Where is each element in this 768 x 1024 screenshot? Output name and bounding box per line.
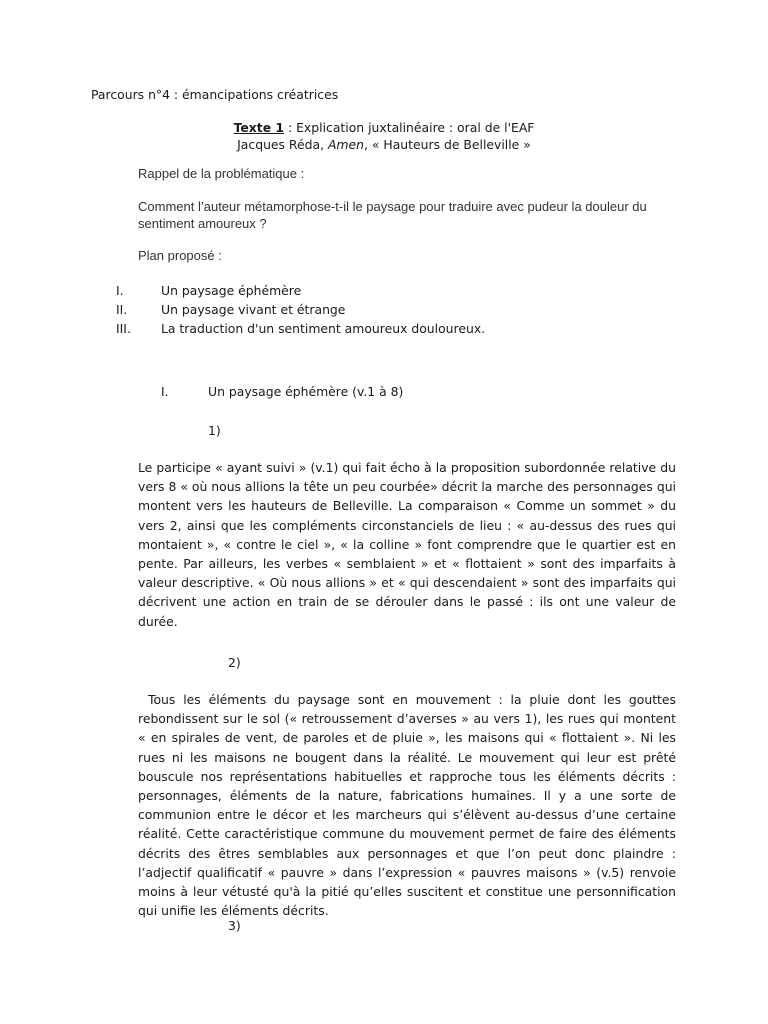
subsection-number: 2) (228, 655, 241, 670)
section-title: Un paysage éphémère (v.1 à 8) (208, 384, 404, 399)
course-title: Parcours n°4 : émancipations créatrices (91, 87, 339, 102)
plan-item-number: I. (116, 283, 124, 298)
paragraph: Le participe « ayant suivi » (v.1) qui fait écho à la proposition subordonnée relative du vers 8 « où nous allions la tête un peu courbée» décrit la marche des personnages qui montent vers les hauteurs de Belleville. La comparaison « Comme un sommet » du vers 2, ainsi que les compléments circonstanciels de lieu : « au-dessus des rues qui montaient », « contre le ciel », « la colline » font comprendre que le quartier est en pente. Par ailleurs, les verbes « semblaient » et « flottaient » sont des imparfaits à valeur descriptive. « Où nous allions » et « qui descendaient » sont des imparfaits qui décrivent une action en train de se dérouler dans le passé : ils ont une valeur de durée. (138, 460, 676, 629)
subsection-number: 3) (228, 918, 241, 933)
plan-item-number: III. (116, 321, 131, 336)
section-number: I. (161, 384, 169, 399)
text-title-line-1 (0, 120, 768, 135)
plan-item-text: La traduction d'un sentiment amoureux douloureux. (161, 321, 486, 336)
problematique-label: Rappel de la problématique : (138, 166, 305, 181)
plan-item-text: Un paysage éphémère (161, 283, 302, 298)
plan-label: Plan proposé : (138, 248, 222, 263)
work-title: Amen (327, 137, 364, 152)
plan-item-number: II. (116, 302, 128, 317)
text-title-rest: : Explication juxtalinéaire : oral de l'EAF (284, 120, 535, 135)
problematique-question: Comment l’auteur métamorphose-t-il le paysage pour traduire avec pudeur la douleur du sentiment amoureux ? (138, 199, 647, 231)
text-title-line-2 (0, 137, 768, 152)
subsection-number: 1) (208, 423, 221, 438)
poem-title: , « Hauteurs de Belleville » (363, 137, 531, 152)
text-label: Texte 1 (233, 120, 285, 135)
paragraph: Tous les éléments du paysage sont en mouvement : la pluie dont les gouttes rebondissent sur le sol (« retroussement d’averses » au vers 1), les rues qui montent « en spirales de vent, de paroles et de pluie », les maisons qui « flottaient ». Ni les rues ni les maisons ne bougent dans la réalité. Le mouvement qui leur est prêté bouscule nos représentations habituelles et rapproche tous les éléments décrits : personnages, éléments de la nature, fabrications humaines. Il y a une sorte de communion entre le décor et les marcheurs qui s’élèvent au-dessus d’une certaine réalité. Cette caractéristique commune du mouvement permet de faire des éléments décrits des êtres semblables aux personnages et que l’on peut donc plaindre : l’adjectif qualificatif « pauvre » dans l’expression « pauvres maisons » (v.5) renvoie moins à leur vétusté qu'à la pitié qu’elles suscitent et constitue une personnification qui unifie les éléments décrits. (138, 692, 676, 919)
author-name: Jacques Réda, (237, 137, 328, 152)
plan-item-text: Un paysage vivant et étrange (161, 302, 346, 317)
